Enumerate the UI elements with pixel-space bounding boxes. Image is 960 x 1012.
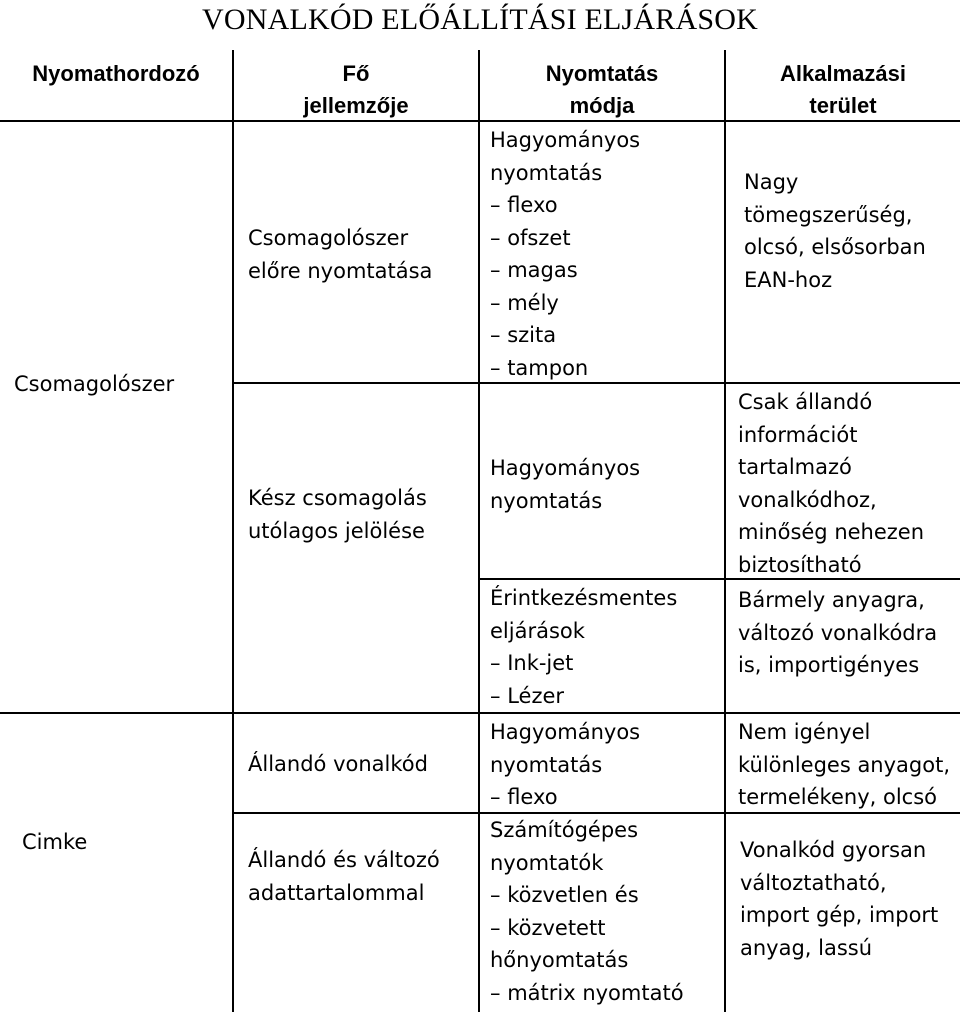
header-text: Alkalmazási xyxy=(780,61,906,86)
cell-text: biztosítható xyxy=(738,552,862,577)
list-item: – közvetlen és xyxy=(490,879,684,912)
list-item: – tampon xyxy=(490,352,640,385)
list-item: – közvetett xyxy=(490,912,684,945)
feature-cell xyxy=(248,222,432,287)
application-cell xyxy=(740,834,938,964)
cell-text: Kész csomagolás xyxy=(248,486,427,510)
cell-text: előre nyomtatása xyxy=(248,258,433,283)
cell-text: Számítógépes xyxy=(490,818,639,842)
header-cell xyxy=(234,58,478,122)
cell-text: Csak állandó xyxy=(738,390,873,414)
header-text: terület xyxy=(809,93,877,118)
column-divider xyxy=(232,50,234,1012)
cell-text: adattartalommal xyxy=(248,880,425,905)
cell-text: import gép, import xyxy=(740,903,939,927)
cell-text: vonalkódhoz, xyxy=(738,487,877,512)
method-cell xyxy=(490,124,640,384)
cell-text: olcsó, elsősorban xyxy=(744,235,926,259)
list-item: – flexo xyxy=(490,781,640,814)
application-cell xyxy=(744,166,926,296)
cell-text: Érintkezésmentes xyxy=(490,586,678,610)
cell-text: Hagyományos xyxy=(490,128,641,152)
cell-text: Nem igényel xyxy=(738,720,871,744)
cell-text: Állandó és változó xyxy=(248,848,440,872)
row-separator xyxy=(0,712,960,714)
method-cell xyxy=(490,452,640,517)
application-cell xyxy=(738,584,937,682)
header-cell xyxy=(480,58,724,122)
header-text: Fő xyxy=(342,61,370,86)
cell-text: tömegszerűség, xyxy=(744,202,913,227)
media-cell xyxy=(14,368,174,401)
list-item: – mély xyxy=(490,287,640,320)
cell-text: is, importigényes xyxy=(738,653,920,677)
cell-text: nyomtatás xyxy=(490,488,603,513)
cell-text: információt xyxy=(738,422,858,447)
cell-text: eljárások xyxy=(490,618,585,643)
list-item: – Ink-jet xyxy=(490,647,677,680)
cell-text: anyag, lassú xyxy=(740,935,873,960)
cell-text: EAN-hoz xyxy=(744,267,833,292)
list-item: – flexo xyxy=(490,189,640,222)
list-item: – ofszet xyxy=(490,222,640,255)
cell-text: nyomtatás xyxy=(490,752,603,777)
application-cell xyxy=(738,386,924,581)
cell-text: nyomtatás xyxy=(490,160,603,185)
cell-text: Csomagolószer xyxy=(248,226,409,250)
cell-text: Hagyományos xyxy=(490,720,641,744)
cell-text: Vonalkód gyorsan xyxy=(740,838,927,862)
media-label: Csomagolószer xyxy=(14,372,175,396)
feature-cell xyxy=(248,844,440,909)
cell-text: változó vonalkódra xyxy=(738,620,938,645)
cell-text: Bármely anyagra, xyxy=(738,588,925,612)
cell-text: minőség nehezen xyxy=(738,520,925,544)
header-cell xyxy=(0,58,232,90)
media-label: Cimke xyxy=(22,830,88,854)
list-item: – mátrix nyomtató xyxy=(490,977,684,1010)
header-text: Nyomtatás xyxy=(545,61,659,86)
feature-cell xyxy=(248,748,428,781)
list-item: – szita xyxy=(490,319,640,352)
cell-text: tartalmazó xyxy=(738,455,852,479)
cell-text: Hagyományos xyxy=(490,456,641,480)
page-title: VONALKÓD ELŐÁLLÍTÁSI ELJÁRÁSOK xyxy=(202,3,758,36)
method-cell xyxy=(490,814,684,1009)
feature-cell xyxy=(248,482,427,547)
list-item: – magas xyxy=(490,254,640,287)
header-text: jellemzője xyxy=(303,93,409,118)
list-item: – Lézer xyxy=(490,680,677,713)
column-divider xyxy=(724,50,726,1012)
cell-text: nyomtatók xyxy=(490,850,604,875)
cell-text: változtatható, xyxy=(740,870,887,895)
application-cell xyxy=(738,716,950,814)
method-cell xyxy=(490,716,640,814)
cell-text: különleges anyagot, xyxy=(738,752,950,777)
cell-text: hőnyomtatás xyxy=(490,948,629,972)
cell-text: utólagos jelölése xyxy=(248,518,425,543)
cell-text: Nagy xyxy=(744,170,799,194)
header-cell xyxy=(726,58,960,122)
media-cell xyxy=(22,826,87,859)
column-divider xyxy=(478,50,480,1012)
barcode-methods-table xyxy=(0,50,960,1012)
cell-text: Állandó vonalkód xyxy=(248,752,428,776)
method-cell xyxy=(490,582,677,712)
header-text: Nyomathordozó xyxy=(32,61,200,86)
cell-text: termelékeny, olcsó xyxy=(738,785,937,809)
header-text: módja xyxy=(569,93,635,118)
